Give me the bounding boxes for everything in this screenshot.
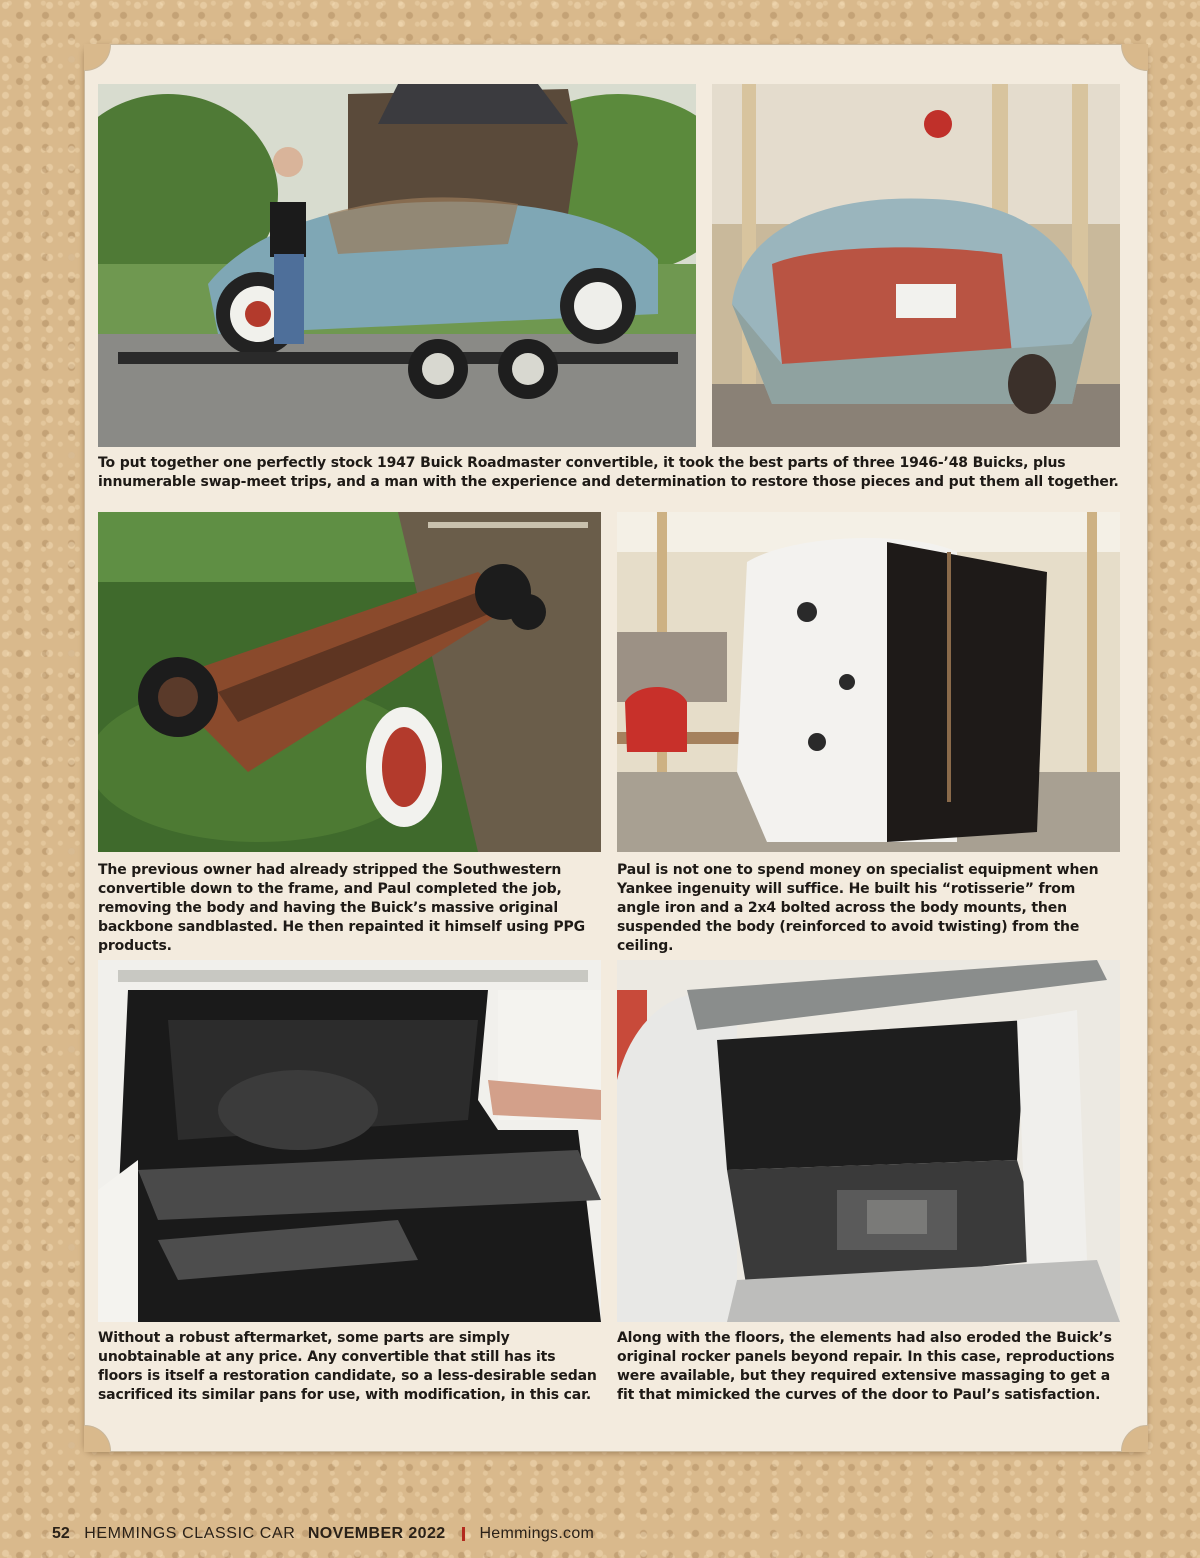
photo-rocker-panels [617, 960, 1120, 1322]
caption-rotisserie: Paul is not one to spend money on specialist equipment when Yankee ingenuity will suffice. He built his “rotisserie” from angle iron and a 2x4 bolted across the body mounts, then suspended the body (reinforced to avoid twisting) from the ceiling. [617, 862, 1099, 954]
photo-body-in-garage [712, 84, 1120, 447]
photo-stripped-frame [98, 512, 601, 852]
issue-date: NOVEMBER 2022 [307, 1525, 446, 1542]
panel-corner-notch [1121, 1425, 1148, 1452]
page-footer [52, 1525, 594, 1547]
photo-floor-pans [98, 960, 601, 1322]
footer-separator [462, 1527, 465, 1541]
website-link[interactable]: Hemmings.com [479, 1525, 595, 1542]
caption-rocker-panels: Along with the floors, the elements had also eroded the Buick’s original rocker panels beyond repair. In this case, reproductions were available, but they required extensive massaging to get a fit that mimicked the curves of the door to Paul’s satisfaction. [617, 1330, 1115, 1403]
photo-roadmaster-on-trailer [98, 84, 696, 447]
caption-roadmaster-on-trailer: To put together one perfectly stock 1947 Buick Roadmaster convertible, it took the best parts of three 1946-’48 Buicks, plus innumerable swap-meet trips, and a man with the experience and determination to restore those pieces and put them all together. [98, 455, 1119, 490]
panel-corner-notch [84, 44, 111, 71]
panel-corner-notch [84, 1425, 111, 1452]
caption-floor-pans: Without a robust aftermarket, some parts are simply unobtainable at any price. Any convertible that still has its floors is itself a restoration candidate, so a less-desirable sedan sacrificed its similar pans for use, with modification, in this car. [98, 1330, 597, 1403]
page-number: 52 [52, 1525, 70, 1542]
panel-corner-notch [1121, 44, 1148, 71]
photo-rotisserie [617, 512, 1120, 852]
publication-name: HEMMINGS CLASSIC CAR [84, 1525, 296, 1542]
caption-frame-stripped: The previous owner had already stripped the Southwestern convertible down to the frame, and Paul completed the job, removing the body and having the Buick’s massive original backbone sandblasted. He then repainted it himself using PPG products. [98, 862, 585, 954]
